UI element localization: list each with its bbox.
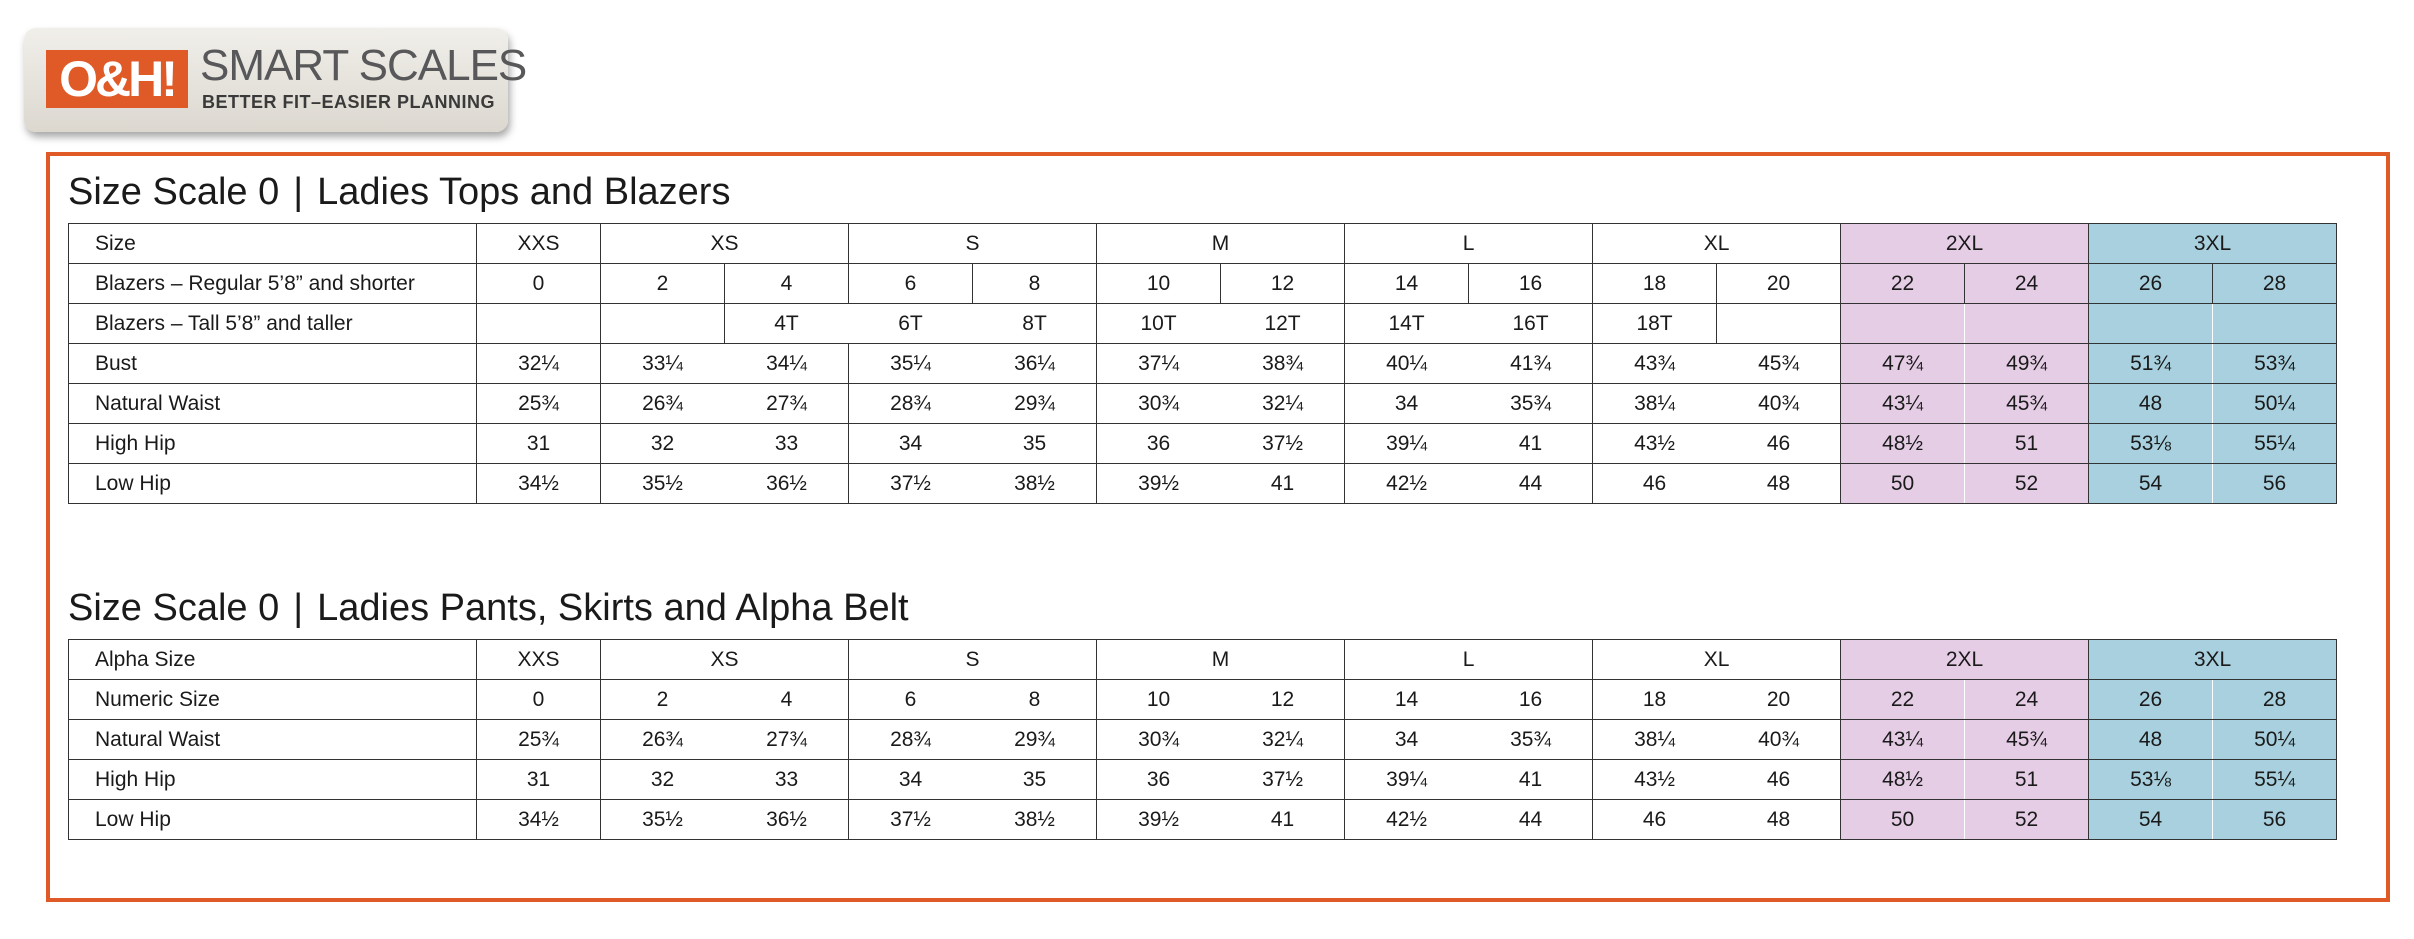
- table-cell: 27¾: [725, 720, 849, 760]
- size-cell: 3XL: [2089, 640, 2337, 680]
- table-cell: 48: [2089, 384, 2213, 424]
- section-title-category: Ladies Tops and Blazers: [317, 171, 731, 213]
- table-cell: 32¼: [477, 344, 601, 384]
- size-table-pants: [68, 639, 2337, 840]
- table-cell: 48: [1717, 800, 1841, 840]
- table-row: [69, 760, 2337, 800]
- table-row: [69, 424, 2337, 464]
- table-cell: 42½: [1345, 800, 1469, 840]
- table-cell: [2213, 304, 2337, 344]
- section-title-category: Ladies Pants, Skirts and Alpha Belt: [317, 587, 909, 629]
- table-cell: 33: [725, 424, 849, 464]
- table-cell: 6: [849, 680, 973, 720]
- table-cell: 8T: [973, 304, 1097, 344]
- table-row: [69, 640, 2337, 680]
- section-title-scale: Size Scale 0: [68, 171, 280, 213]
- table-cell: 38¾: [1221, 344, 1345, 384]
- table-cell: 34: [1345, 720, 1469, 760]
- table-cell: 48½: [1841, 424, 1965, 464]
- table-cell: 50¼: [2213, 720, 2337, 760]
- table-cell: 42½: [1345, 464, 1469, 504]
- size-cell: XXS: [477, 224, 601, 264]
- table-cell: 38½: [973, 800, 1097, 840]
- section-title-scale: Size Scale 0: [68, 587, 280, 629]
- size-cell: XXS: [477, 640, 601, 680]
- table-cell: 35¼: [849, 344, 973, 384]
- table-cell: 18: [1593, 680, 1717, 720]
- table-cell: 12T: [1221, 304, 1345, 344]
- table-cell: 51¾: [2089, 344, 2213, 384]
- table-cell: 37½: [1221, 424, 1345, 464]
- table-cell: 25¾: [477, 720, 601, 760]
- table-cell: 12: [1221, 680, 1345, 720]
- table-cell: 27¾: [725, 384, 849, 424]
- table-row: [69, 344, 2337, 384]
- table-cell: 46: [1717, 760, 1841, 800]
- table-cell: 37½: [849, 464, 973, 504]
- table-cell: 46: [1593, 800, 1717, 840]
- row-label: Low Hip: [69, 464, 477, 504]
- table-cell: 22: [1841, 264, 1965, 304]
- table-cell: 46: [1717, 424, 1841, 464]
- row-label: Blazers – Regular 5’8” and shorter: [69, 264, 477, 304]
- size-cell: 3XL: [2089, 224, 2337, 264]
- table-cell: 33¼: [601, 344, 725, 384]
- table-cell: 54: [2089, 800, 2213, 840]
- size-cell: M: [1097, 224, 1345, 264]
- table-cell: 31: [477, 760, 601, 800]
- table-cell: 32¼: [1221, 720, 1345, 760]
- table-cell: 34: [1345, 384, 1469, 424]
- table-cell: 26: [2089, 680, 2213, 720]
- table-cell: 50¼: [2213, 384, 2337, 424]
- table-cell: 26¾: [601, 384, 725, 424]
- table-cell: 16T: [1469, 304, 1593, 344]
- logo-tagline: BETTER FIT–EASIER PLANNING: [202, 92, 496, 112]
- table-cell: 35: [973, 760, 1097, 800]
- table-cell: 45¾: [1965, 720, 2089, 760]
- row-label: Numeric Size: [69, 680, 477, 720]
- table-cell: 41: [1469, 760, 1593, 800]
- section-title-separator: |: [293, 171, 304, 213]
- table-cell: 8: [973, 264, 1097, 304]
- table-cell: 41: [1469, 424, 1593, 464]
- table-cell: 56: [2213, 464, 2337, 504]
- table-cell: 33: [725, 760, 849, 800]
- size-table-tops: [68, 223, 2337, 504]
- table-cell: 36: [1097, 424, 1221, 464]
- table-cell: 48: [1717, 464, 1841, 504]
- table-cell: 10: [1097, 680, 1221, 720]
- table-cell: 38½: [973, 464, 1097, 504]
- table-cell: 37½: [1221, 760, 1345, 800]
- table-cell: 2: [601, 264, 725, 304]
- table-cell: 44: [1469, 464, 1593, 504]
- row-label: High Hip: [69, 760, 477, 800]
- table-cell: 34: [849, 760, 973, 800]
- section-title-separator: |: [293, 587, 304, 629]
- row-label: High Hip: [69, 424, 477, 464]
- table-cell: 41¾: [1469, 344, 1593, 384]
- table-cell: 4: [725, 264, 849, 304]
- table-cell: [477, 304, 601, 344]
- size-cell: S: [849, 640, 1097, 680]
- table-cell: 48½: [1841, 760, 1965, 800]
- table-cell: 37½: [849, 800, 973, 840]
- size-cell: S: [849, 224, 1097, 264]
- table-cell: 50: [1841, 464, 1965, 504]
- table-cell: 18: [1593, 264, 1717, 304]
- table-cell: 30¾: [1097, 384, 1221, 424]
- table-row: [69, 264, 2337, 304]
- table-row: [69, 304, 2337, 344]
- table-cell: 47¾: [1841, 344, 1965, 384]
- brand-logo: [24, 28, 527, 132]
- row-label: Alpha Size: [69, 640, 477, 680]
- table-cell: 53¾: [2213, 344, 2337, 384]
- table-cell: 41: [1221, 800, 1345, 840]
- table-cell: 36½: [725, 464, 849, 504]
- table-cell: 45¾: [1717, 344, 1841, 384]
- table-cell: 6: [849, 264, 973, 304]
- size-cell: XS: [601, 224, 849, 264]
- table-cell: 43¾: [1593, 344, 1717, 384]
- table-cell: 14: [1345, 680, 1469, 720]
- size-cell: 2XL: [1841, 224, 2089, 264]
- table-cell: 35½: [601, 464, 725, 504]
- table-cell: 37¼: [1097, 344, 1221, 384]
- table-cell: 36½: [725, 800, 849, 840]
- table-cell: 25¾: [477, 384, 601, 424]
- size-cell: 2XL: [1841, 640, 2089, 680]
- table-cell: 45¾: [1965, 384, 2089, 424]
- size-cell: XL: [1593, 640, 1841, 680]
- row-label: Bust: [69, 344, 477, 384]
- table-cell: 26: [2089, 264, 2213, 304]
- table-cell: 6T: [849, 304, 973, 344]
- table-cell: 16: [1469, 680, 1593, 720]
- table-cell: 43¼: [1841, 720, 1965, 760]
- table-cell: 10T: [1097, 304, 1221, 344]
- table-cell: 38¼: [1593, 384, 1717, 424]
- table-cell: 14T: [1345, 304, 1469, 344]
- table-cell: 4: [725, 680, 849, 720]
- table-cell: 32¼: [1221, 384, 1345, 424]
- table-cell: 39¼: [1345, 424, 1469, 464]
- table-cell: 29¾: [973, 720, 1097, 760]
- table-cell: 55¼: [2213, 760, 2337, 800]
- table-cell: 35: [973, 424, 1097, 464]
- table-cell: 12: [1221, 264, 1345, 304]
- table-cell: 56: [2213, 800, 2337, 840]
- table-cell: 4T: [725, 304, 849, 344]
- size-cell: L: [1345, 640, 1593, 680]
- table-cell: 40¾: [1717, 720, 1841, 760]
- table-cell: 53⅛: [2089, 424, 2213, 464]
- table-cell: 31: [477, 424, 601, 464]
- table-row: [69, 680, 2337, 720]
- table-cell: 26¾: [601, 720, 725, 760]
- table-cell: 55¼: [2213, 424, 2337, 464]
- table-cell: 34¼: [725, 344, 849, 384]
- row-label: Size: [69, 224, 477, 264]
- table-cell: 48: [2089, 720, 2213, 760]
- table-cell: 43½: [1593, 424, 1717, 464]
- table-cell: 34½: [477, 800, 601, 840]
- table-cell: 30¾: [1097, 720, 1221, 760]
- size-cell: XL: [1593, 224, 1841, 264]
- table-cell: [2089, 304, 2213, 344]
- table-row: [69, 800, 2337, 840]
- table-cell: 51: [1965, 424, 2089, 464]
- size-cell: XS: [601, 640, 849, 680]
- table-cell: 36¼: [973, 344, 1097, 384]
- table-row: [69, 224, 2337, 264]
- table-cell: 29¾: [973, 384, 1097, 424]
- table-row: [69, 720, 2337, 760]
- row-label: Natural Waist: [69, 720, 477, 760]
- section-title-pants: [68, 587, 909, 629]
- table-cell: 32: [601, 424, 725, 464]
- row-label: Natural Waist: [69, 384, 477, 424]
- table-cell: 39½: [1097, 800, 1221, 840]
- table-cell: 41: [1221, 464, 1345, 504]
- table-cell: 43½: [1593, 760, 1717, 800]
- table-cell: 2: [601, 680, 725, 720]
- table-row: [69, 384, 2337, 424]
- table-cell: 46: [1593, 464, 1717, 504]
- table-cell: 28: [2213, 680, 2337, 720]
- table-cell: 39¼: [1345, 760, 1469, 800]
- table-cell: 24: [1965, 680, 2089, 720]
- table-cell: 43¼: [1841, 384, 1965, 424]
- table-cell: 54: [2089, 464, 2213, 504]
- logo-title: SMART SCALES: [200, 41, 527, 90]
- section-title-tops: [68, 171, 730, 213]
- table-cell: 50: [1841, 800, 1965, 840]
- table-cell: 34: [849, 424, 973, 464]
- table-cell: 8: [973, 680, 1097, 720]
- table-cell: 28¾: [849, 384, 973, 424]
- table-cell: 52: [1965, 800, 2089, 840]
- table-cell: 52: [1965, 464, 2089, 504]
- table-cell: 20: [1717, 264, 1841, 304]
- table-cell: 36: [1097, 760, 1221, 800]
- table-cell: 28¾: [849, 720, 973, 760]
- table-cell: 39½: [1097, 464, 1221, 504]
- table-cell: 35¾: [1469, 720, 1593, 760]
- table-cell: 10: [1097, 264, 1221, 304]
- size-cell: L: [1345, 224, 1593, 264]
- table-cell: 53⅛: [2089, 760, 2213, 800]
- table-cell: 38¼: [1593, 720, 1717, 760]
- table-cell: 28: [2213, 264, 2337, 304]
- table-cell: 0: [477, 680, 601, 720]
- table-cell: 35½: [601, 800, 725, 840]
- table-cell: 49¾: [1965, 344, 2089, 384]
- table-cell: 20: [1717, 680, 1841, 720]
- table-row: [69, 464, 2337, 504]
- table-cell: 24: [1965, 264, 2089, 304]
- table-cell: 44: [1469, 800, 1593, 840]
- table-cell: 18T: [1593, 304, 1717, 344]
- table-cell: 35¾: [1469, 384, 1593, 424]
- row-label: Blazers – Tall 5’8” and taller: [69, 304, 477, 344]
- table-cell: 0: [477, 264, 601, 304]
- table-cell: [1841, 304, 1965, 344]
- table-cell: 16: [1469, 264, 1593, 304]
- table-cell: 40¾: [1717, 384, 1841, 424]
- table-cell: 22: [1841, 680, 1965, 720]
- table-cell: 51: [1965, 760, 2089, 800]
- table-cell: [1717, 304, 1841, 344]
- table-cell: 34½: [477, 464, 601, 504]
- table-cell: [1965, 304, 2089, 344]
- table-cell: 40¼: [1345, 344, 1469, 384]
- table-cell: 32: [601, 760, 725, 800]
- size-cell: M: [1097, 640, 1345, 680]
- table-cell: [601, 304, 725, 344]
- table-cell: 14: [1345, 264, 1469, 304]
- row-label: Low Hip: [69, 800, 477, 840]
- logo-badge: O&H!: [46, 50, 188, 108]
